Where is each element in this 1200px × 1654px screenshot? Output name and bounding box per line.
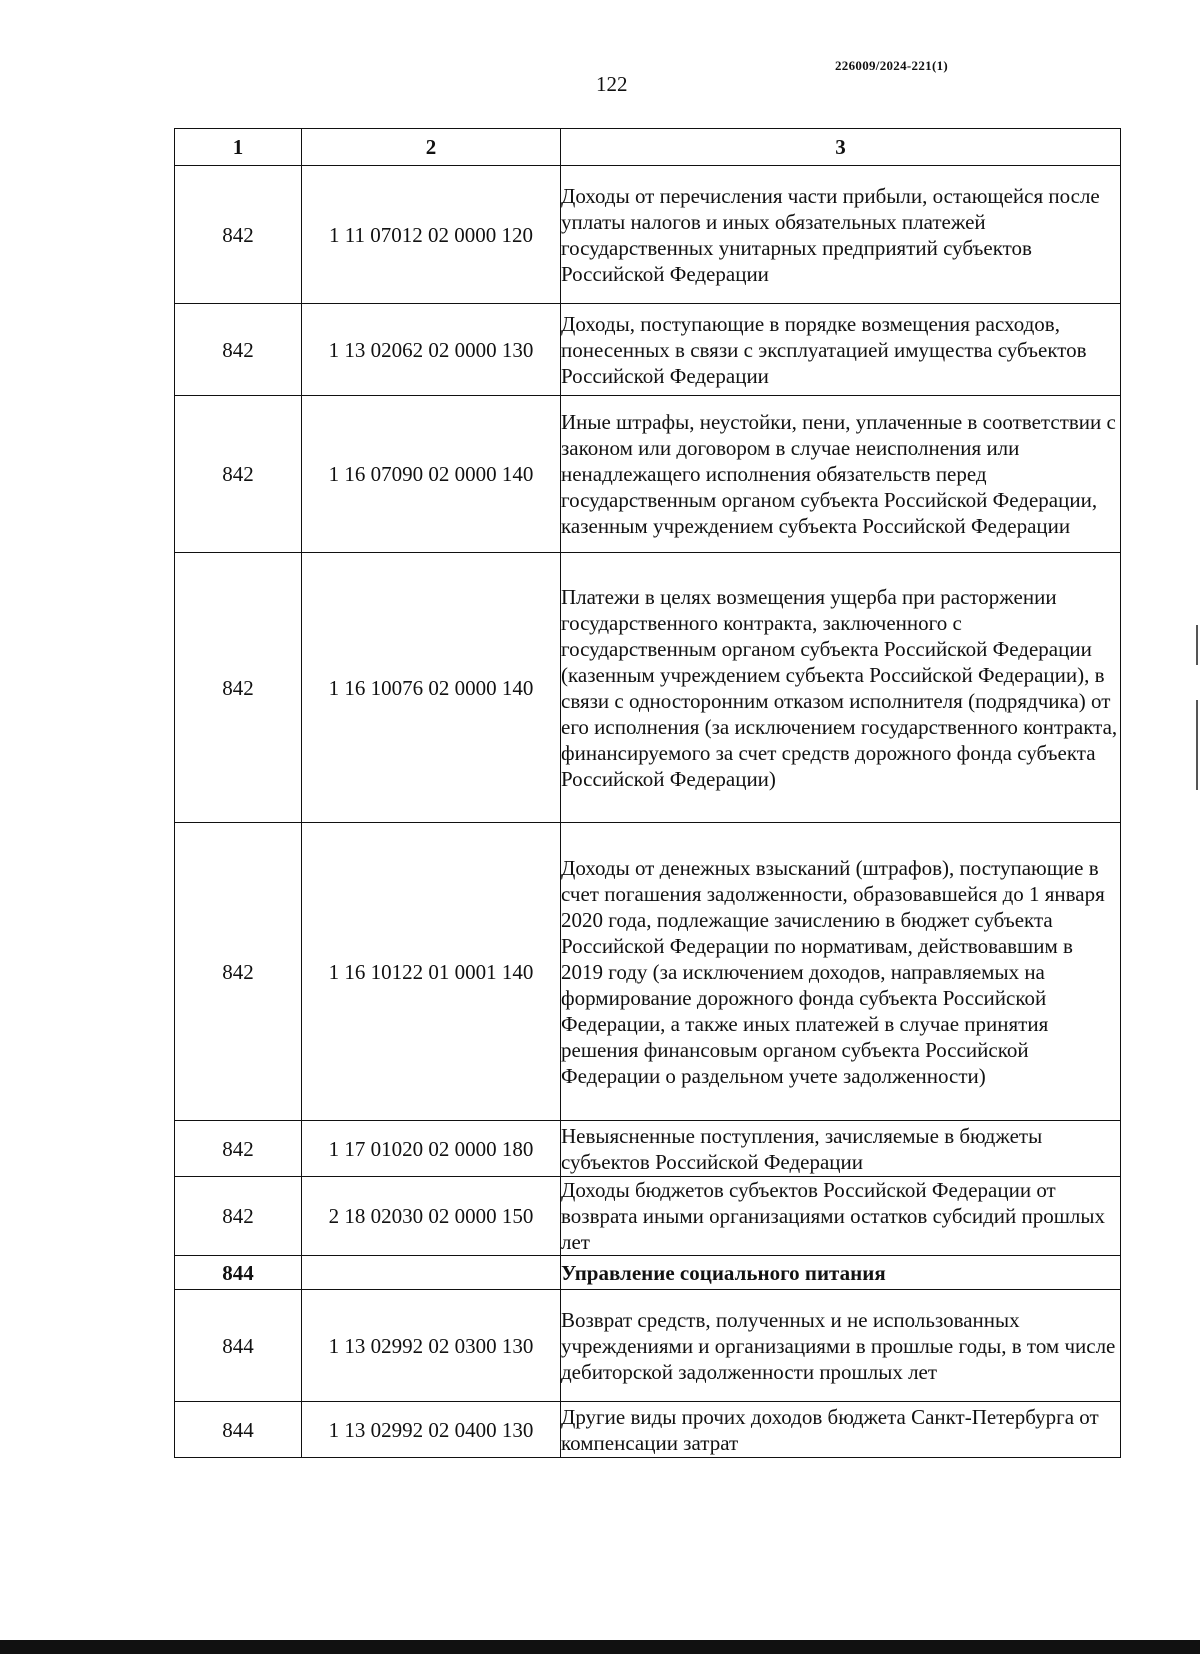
admin-code-cell: 842 bbox=[175, 823, 302, 1121]
admin-code-cell: 842 bbox=[175, 1177, 302, 1256]
admin-code-cell: 842 bbox=[175, 1121, 302, 1177]
budget-classification-code-cell bbox=[302, 1256, 561, 1290]
revenue-description-cell: Доходы от перечисления части прибыли, остающейся после уплаты налогов и иных обязательных платежей государственных унитарных предприятий субъектов Российской Федерации bbox=[561, 166, 1121, 304]
budget-classification-code-cell: 1 11 07012 02 0000 120 bbox=[302, 166, 561, 304]
revenue-description-cell: Управление социального питания bbox=[561, 1256, 1121, 1290]
admin-code-cell: 842 bbox=[175, 304, 302, 396]
budget-classification-code-cell: 1 17 01020 02 0000 180 bbox=[302, 1121, 561, 1177]
revenue-description-cell: Иные штрафы, неустойки, пени, уплаченные в соответствии с законом или договором в случае неисполнения или ненадлежащего исполнения обязательств перед государственным органом субъекта Российской Федерации, казенным учреждением субъекта Российской Федерации bbox=[561, 396, 1121, 553]
revenue-description-cell: Возврат средств, полученных и не использованных учреждениями и организациями в прошлые годы, в том числе дебиторской задолженности прошлых лет bbox=[561, 1290, 1121, 1402]
admin-code-cell: 844 bbox=[175, 1256, 302, 1290]
budget-classification-code-cell: 1 13 02992 02 0300 130 bbox=[302, 1290, 561, 1402]
admin-code-cell: 844 bbox=[175, 1402, 302, 1458]
revenue-description-cell: Платежи в целях возмещения ущерба при расторжении государственного контракта, заключенного с государственным органом субъекта Российской Федерации (казенным учреждением субъекта Российской Федерации), в связи с односторонним отказом исполнителя (подрядчика) от его исполнения (за исключением государственного контракта, финансируемого за счет средств дорожного фонда субъекта Российской Федерации) bbox=[561, 553, 1121, 823]
revenue-description-cell: Невыясненные поступления, зачисляемые в бюджеты субъектов Российской Федерации bbox=[561, 1121, 1121, 1177]
revenue-description-cell: Другие виды прочих доходов бюджета Санкт-Петербурга от компенсации затрат bbox=[561, 1402, 1121, 1458]
revenue-table bbox=[174, 128, 1121, 1458]
budget-classification-code-cell: 1 13 02992 02 0400 130 bbox=[302, 1402, 561, 1458]
admin-code-cell: 844 bbox=[175, 1290, 302, 1402]
column-header-3: 3 bbox=[561, 129, 1121, 166]
table-row bbox=[175, 304, 1121, 396]
scan-edge-mark bbox=[1196, 625, 1198, 665]
budget-classification-code-cell: 1 13 02062 02 0000 130 bbox=[302, 304, 561, 396]
admin-code-cell: 842 bbox=[175, 553, 302, 823]
budget-classification-code-cell: 1 16 07090 02 0000 140 bbox=[302, 396, 561, 553]
table-row bbox=[175, 1121, 1121, 1177]
budget-classification-code-cell: 1 16 10122 01 0001 140 bbox=[302, 823, 561, 1121]
table-body bbox=[175, 166, 1121, 1458]
scan-bottom-border bbox=[0, 1640, 1200, 1654]
revenue-description-cell: Доходы, поступающие в порядке возмещения расходов, понесенных в связи с эксплуатацией имущества субъектов Российской Федерации bbox=[561, 304, 1121, 396]
budget-classification-code-cell: 1 16 10076 02 0000 140 bbox=[302, 553, 561, 823]
revenue-description-cell: Доходы бюджетов субъектов Российской Федерации от возврата иными организациями остатков субсидий прошлых лет bbox=[561, 1177, 1121, 1256]
table-row bbox=[175, 396, 1121, 553]
table-row bbox=[175, 1177, 1121, 1256]
admin-code-cell: 842 bbox=[175, 166, 302, 304]
admin-code-cell: 842 bbox=[175, 396, 302, 553]
page-number: 122 bbox=[596, 72, 628, 96]
table-row bbox=[175, 823, 1121, 1121]
column-header-2: 2 bbox=[302, 129, 561, 166]
table-row bbox=[175, 553, 1121, 823]
column-header-1: 1 bbox=[175, 129, 302, 166]
revenue-description-cell: Доходы от денежных взысканий (штрафов), поступающие в счет погашения задолженности, образовавшейся до 1 января 2020 года, подлежащие зачислению в бюджет субъекта Российской Федерации по нормативам, действовавшим в 2019 году (за исключением доходов, направляемых на формирование дорожного фонда субъекта Российской Федерации, а также иных платежей в случае принятия решения финансовым органом субъекта Российской Федерации о раздельном учете задолженности) bbox=[561, 823, 1121, 1121]
table-row bbox=[175, 1290, 1121, 1402]
budget-classification-code-cell: 2 18 02030 02 0000 150 bbox=[302, 1177, 561, 1256]
table-row bbox=[175, 166, 1121, 304]
table-row bbox=[175, 1256, 1121, 1290]
table-row bbox=[175, 1402, 1121, 1458]
document-id: 226009/2024-221(1) bbox=[835, 58, 948, 73]
table-header-row bbox=[175, 129, 1121, 166]
scan-edge-mark bbox=[1196, 700, 1198, 790]
